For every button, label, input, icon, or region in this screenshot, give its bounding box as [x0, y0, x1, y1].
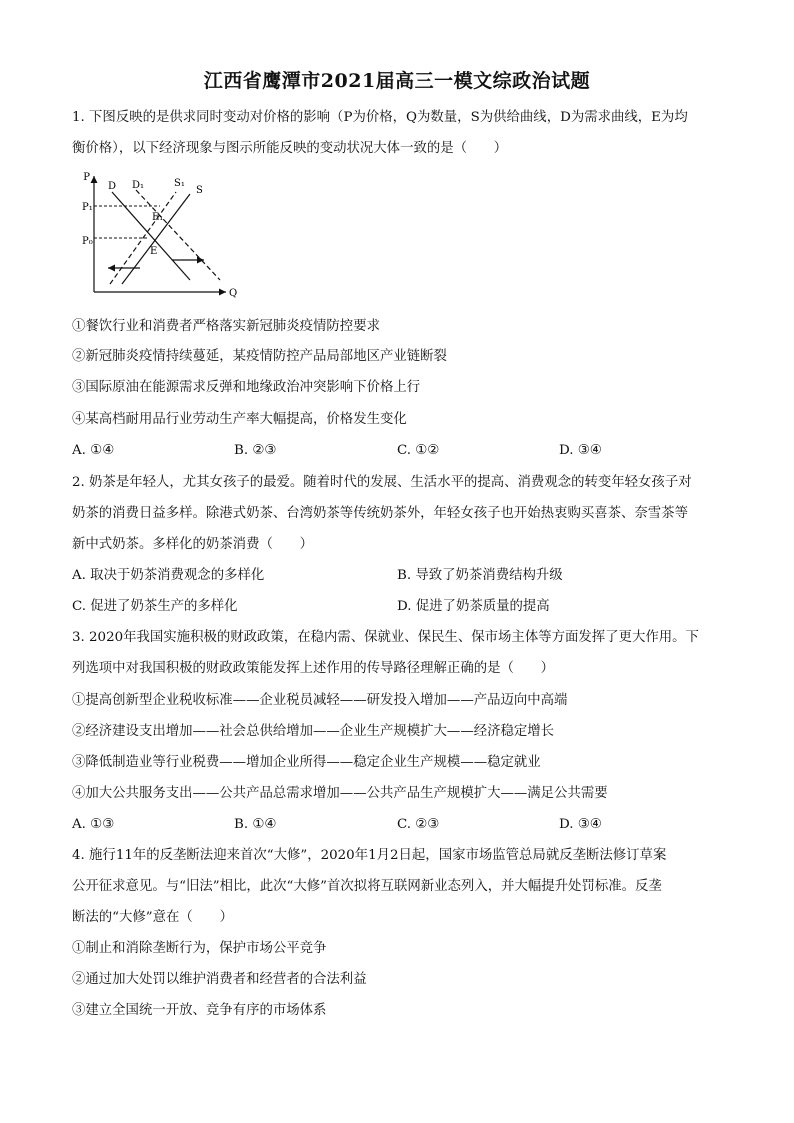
q1-item-3: ③国际原油在能源需求反弹和地缘政治冲突影响下价格上行 — [72, 380, 421, 395]
q2-option-b: B. 导致了奶茶消费结构升级 — [397, 568, 563, 583]
label-q: Q — [229, 288, 238, 299]
q4-stem-line-3: 断法的“大修”意在（ ） — [72, 910, 233, 925]
q4-item-2: ②通过加大处罚以维护消费者和经营者的合法利益 — [72, 972, 367, 987]
q2-option-a: A. 取决于奶茶消费观念的多样化 — [72, 568, 265, 583]
label-p: P — [83, 172, 90, 183]
q1-item-2: ②新冠肺炎疫情持续蔓延，某疫情防控产品局部地区产业链断裂 — [72, 349, 447, 364]
q2-option-c: C. 促进了奶茶生产的多样化 — [72, 599, 238, 614]
q3-item-1: ①提高创新型企业税收标准——企业税员减轻——研发投入增加——产品迈向中高端 — [72, 693, 568, 708]
label-p1: P₁ — [82, 202, 93, 213]
q1-stem-line-1: 1. 下图反映的是供求同时变动对价格的影响（P为价格，Q为数量，S为供给曲线，D为需求曲线，E为均 — [72, 110, 688, 125]
q2-option-d: D. 促进了奶茶质量的提高 — [397, 599, 550, 614]
q4-item-1: ①制止和消除垄断行为，保护市场公平竞争 — [72, 941, 327, 956]
q3-item-2: ②经济建设支出增加——社会总供给增加——企业生产规模扩大——经济稳定增长 — [72, 724, 555, 739]
q4-stem-line-1: 4. 施行11年的反垄断法迎来首次“大修”，2020年1月2日起，国家市场监管总局就反垄断法修订草案 — [72, 848, 667, 863]
q3-stem-line-2: 列选项中对我国积极的财政政策能发挥上述作用的传导路径理解正确的是（ ） — [72, 661, 555, 676]
q1-item-4: ④某高档耐用品行业劳动生产率大幅提高，价格发生变化 — [72, 412, 407, 427]
demand-curve-d — [112, 192, 190, 280]
supply-curve-s — [122, 194, 190, 284]
label-d: D — [108, 181, 117, 192]
label-s1: S₁ — [174, 178, 185, 189]
q2-stem-line-3: 新中式奶茶。多样化的奶茶消费（ ） — [72, 537, 314, 552]
q3-option-a: A. ①③ — [72, 817, 115, 832]
q1-item-1: ①餐饮行业和消费者严格落实新冠肺炎疫情防控要求 — [72, 319, 380, 334]
label-d1: D₁ — [132, 180, 145, 191]
q1-stem-line-2: 衡价格），以下经济现象与图示所能反映的变动状况大体一致的是（ ） — [72, 141, 508, 156]
q1-option-d: D. ③④ — [559, 443, 602, 458]
q2-stem-line-1: 2. 奶茶是年轻人，尤其女孩子的最爱。随着时代的发展、生活水平的提高、消费观念的转变年轻女孩子对 — [72, 475, 692, 490]
label-p0: P₀ — [82, 236, 93, 247]
q4-item-3: ③建立全国统一开放、竞争有序的市场体系 — [72, 1003, 327, 1018]
q2-stem-line-2: 奶茶的消费日益多样。除港式奶茶、台湾奶茶等传统奶茶外，年轻女孩子也开始热衷购买喜茶、奈雪茶等 — [72, 506, 688, 521]
q1-option-b: B. ②③ — [234, 443, 277, 458]
supply-demand-diagram — [80, 168, 250, 304]
q3-option-d: D. ③④ — [559, 817, 602, 832]
q3-stem-line-1: 3. 2020年我国实施积极的财政政策，在稳内需、保就业、保民生、保市场主体等方面发挥了更大作用。下 — [72, 630, 699, 645]
page-title: 江西省鹰潭市2021届高三一模文综政治试题 — [203, 70, 591, 92]
q1-option-c: C. ①② — [397, 443, 440, 458]
label-e1: E₁ — [152, 212, 164, 223]
q1-option-a: A. ①④ — [72, 443, 115, 458]
q3-option-b: B. ①④ — [234, 817, 277, 832]
q4-stem-line-2: 公开征求意见。与“旧法”相比，此次“大修”首次拟将互联网新业态列入，并大幅提升处罚标准。反垄 — [72, 879, 662, 894]
q3-item-3: ③降低制造业等行业税费——增加企业所得——稳定企业生产规模——稳定就业 — [72, 755, 541, 770]
label-e: E — [150, 246, 158, 257]
q3-option-c: C. ②③ — [397, 817, 440, 832]
label-s: S — [196, 185, 203, 196]
q3-item-4: ④加大公共服务支出——公共产品总需求增加——公共产品生产规模扩大——满足公共需要 — [72, 786, 608, 801]
